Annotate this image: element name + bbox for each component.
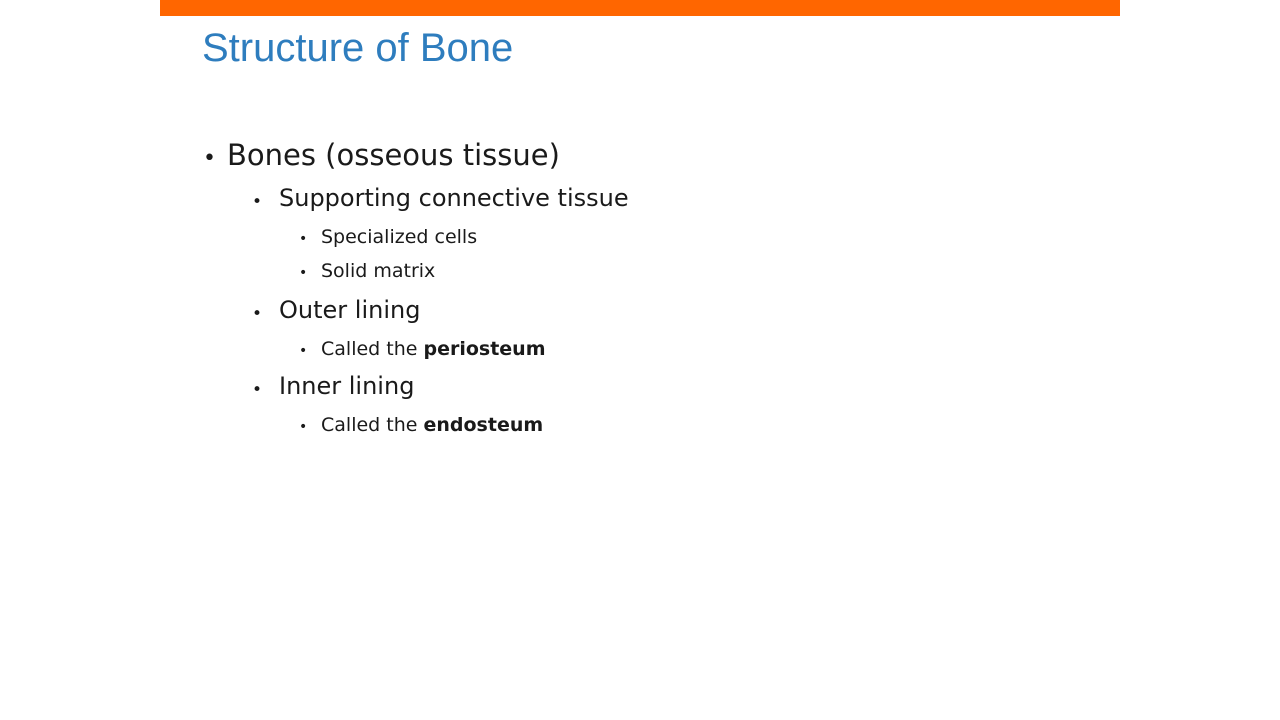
bullet-text: Outer lining [279, 296, 421, 324]
slide-title: Structure of Bone [202, 26, 514, 70]
bullet-icon: • [299, 231, 308, 247]
bullet-solid-matrix [321, 259, 435, 283]
bullet-icon: • [252, 304, 263, 324]
term-endosteum: endosteum [423, 414, 544, 436]
term-periosteum: periosteum [423, 338, 546, 360]
bullet-text: Specialized cells [321, 226, 478, 248]
bullet-text: Solid matrix [321, 260, 436, 282]
bullet-text: Supporting connective tissue [279, 184, 629, 212]
accent-bar [160, 0, 1120, 16]
bullet-specialized-cells [321, 225, 477, 249]
bullet-icon: • [299, 419, 308, 435]
bullet-prefix: Called the [321, 338, 424, 360]
bullet-text: Bones (osseous tissue) [227, 138, 560, 172]
bullet-icon: • [299, 265, 308, 281]
bullet-icon: • [252, 192, 263, 212]
bullet-icon: • [252, 380, 263, 400]
bullet-text: Inner lining [279, 372, 415, 400]
bullet-endosteum [321, 413, 543, 437]
bullet-icon: • [203, 146, 216, 171]
bullet-bones [227, 137, 560, 173]
bullet-prefix: Called the [321, 414, 424, 436]
bullet-periosteum [321, 337, 546, 361]
bullet-supporting-connective-tissue [279, 183, 629, 213]
bullet-icon: • [299, 343, 308, 359]
bullet-outer-lining [279, 295, 420, 325]
bullet-inner-lining [279, 371, 414, 401]
